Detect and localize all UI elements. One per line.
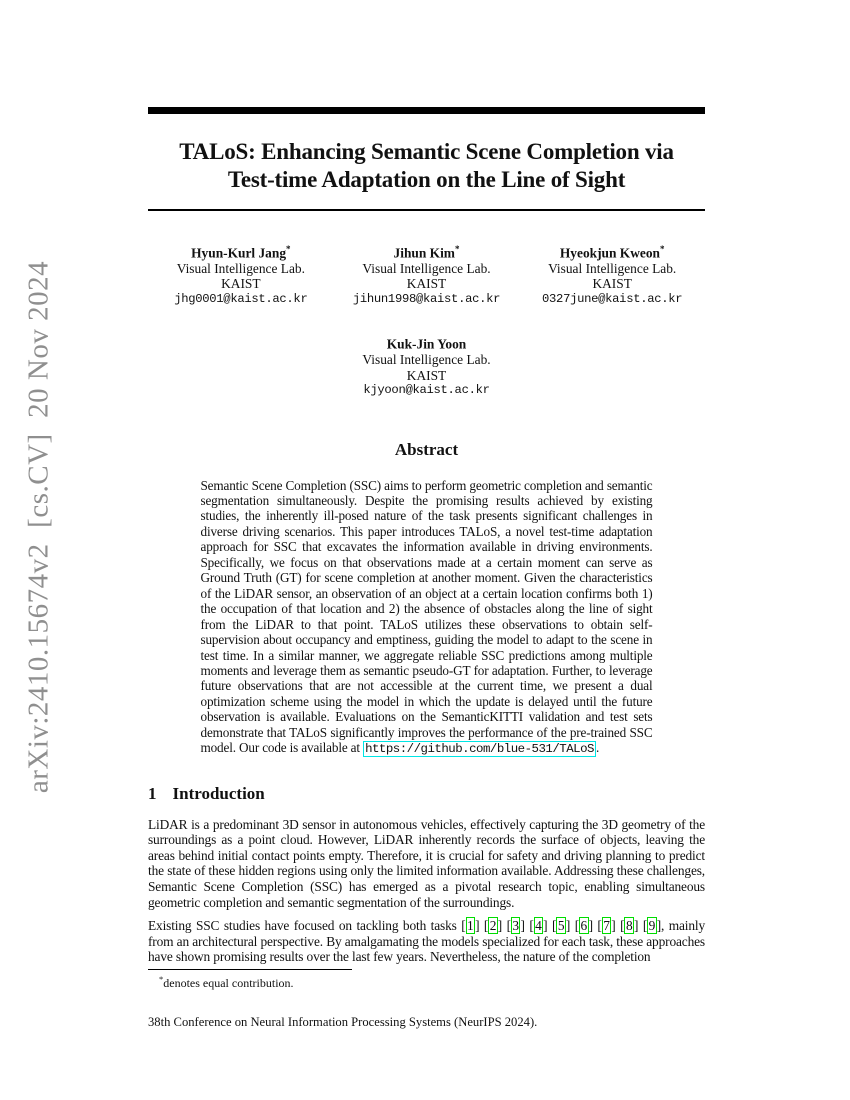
citation-ref-5[interactable] <box>552 917 570 934</box>
footnote-rule <box>148 969 352 970</box>
abstract-body <box>201 478 653 758</box>
citation-number: 4 <box>535 918 542 934</box>
author-affiliation-lab: Visual Intelligence Lab. <box>548 260 677 276</box>
author-affiliation-lab: Visual Intelligence Lab. <box>362 352 491 368</box>
bracket: ] <box>611 918 616 934</box>
citation-ref-8[interactable] <box>620 917 638 934</box>
citation-ref-3[interactable] <box>507 917 525 934</box>
conference-footer: 38th Conference on Neural Information Processing Systems (NeurIPS 2024). <box>148 1015 538 1029</box>
section-number: 1 <box>148 783 157 803</box>
author-affiliation-lab: Visual Intelligence Lab. <box>176 260 305 276</box>
author-name <box>148 242 334 261</box>
bracket: [ <box>642 918 648 934</box>
paragraph-text: Existing SSC studies have focused on tackling both tasks <box>148 918 462 934</box>
equal-contribution-mark: * <box>659 243 665 254</box>
equal-contribution-mark: * <box>454 243 460 254</box>
author-email: jihun1998@kaist.ac.kr <box>352 291 501 306</box>
abstract-text: Semantic Scene Completion (SSC) aims to perform geometric completion and semantic segmentation simultaneously. Despite the promising results achieved by existing studies, the inherently ill-posed nature of the task presents significant challenges in diverse driving scenarios. This paper introduces TALoS, a novel test-time adaptation approach for SSC that excavates the information available in driving environments. Specifically, we focus on that observations made at a certain moment can serve as Ground Truth (GT) for scene completion at another moment. Given the characteristics of the LiDAR sensor, an observation of an object at a certain location confirms both 1) the occupation of that location and 2) the absence of obstacles along the line of sight from the LiDAR to that point. TALoS utilizes these observations to obtain self-supervision about occupancy and emptiness, guiding the model to adapt to the scene in test time. In a similar manner, we aggregate reliable SSC predictions among multiple moments and leverage them as semantic pseudo-GT for adaptation. Further, to leverage future observations that are not accessible at the current time, we present a dual optimization scheme using the model in which the update is delayed until the future observation is available. Evaluations on the SemanticKITTI validation and test sets demonstrate that TALoS significantly improves the performance of the pre-trained SSC model. Our code is available at <box>200 477 653 756</box>
title-top-rule <box>148 107 705 114</box>
citation-ref-4[interactable] <box>529 917 547 934</box>
bracket: ] <box>656 918 661 934</box>
author-card-1 <box>148 242 334 307</box>
author-name-text: Hyun-Kurl Jang <box>191 245 287 261</box>
author-affiliation-university: KAIST <box>406 276 447 292</box>
paper-content <box>148 0 705 965</box>
bracket: [ <box>483 918 489 934</box>
citation-number: 5 <box>557 918 565 934</box>
citation-ref-9[interactable] <box>643 917 661 934</box>
footnote-marker: * <box>159 974 164 984</box>
author-affiliation-lab: Visual Intelligence Lab. <box>362 260 491 276</box>
author-name <box>148 333 705 352</box>
author-name-text: Hyeokjun Kweon <box>559 245 660 261</box>
title-bottom-rule <box>148 209 705 211</box>
author-affiliation-university: KAIST <box>592 276 632 292</box>
author-card-4 <box>148 333 705 398</box>
abstract-heading: Abstract <box>394 439 459 459</box>
intro-paragraph-2 <box>148 918 705 965</box>
citation-number: 1 <box>467 918 474 934</box>
citation-ref-7[interactable] <box>597 917 615 934</box>
author-card-3 <box>519 242 705 307</box>
citation-number: 8 <box>625 918 633 934</box>
author-name <box>334 242 520 261</box>
author-name-text: Jihun Kim <box>393 245 455 261</box>
author-affiliation-university: KAIST <box>406 367 447 383</box>
bracket: [ <box>574 918 580 934</box>
author-email: jhg0001@kaist.ac.kr <box>174 291 308 306</box>
bracket: ] <box>543 918 548 934</box>
citation-number: 9 <box>648 918 656 934</box>
abstract-period: . <box>595 740 600 756</box>
bracket: ] <box>588 918 593 934</box>
arxiv-watermark: arXiv:2410.15674v2 [cs.CV] 20 Nov 2024 <box>22 260 55 794</box>
github-code-link[interactable]: https://github.com/blue-531/TALoS <box>365 742 594 757</box>
bracket: ] <box>565 918 571 934</box>
bracket: [ <box>506 918 511 934</box>
author-email: kjyoon@kaist.ac.kr <box>363 383 490 398</box>
bracket: [ <box>529 918 534 934</box>
author-affiliation-university: KAIST <box>221 276 261 292</box>
equal-contribution-mark: * <box>286 243 291 254</box>
citation-number: 6 <box>580 918 588 934</box>
author-card-2 <box>334 242 520 307</box>
paragraph-text: , mainly from an architectural perspective. By amalgamating the models specialized for each task, these approaches have shown promising results over the last few years. Nevertheless, the nature of the completion <box>148 918 706 965</box>
intro-paragraph-1: LiDAR is a predominant 3D sensor in autonomous vehicles, effectively capturing the 3D geometry of the surroundings as a point cloud. However, LiDAR inherently records the surface of objects, leaving the areas behind initial contact points empty. Therefore, it is crucial for safety and driving planning to predict the state of these hidden regions using only the limited information available. Addressing these challenges, Semantic Scene Completion (SSC) has emerged as a pivotal research topic, enabling simultaneous geometric completion and semantic segmentation of the surroundings. <box>148 816 705 910</box>
citation-number: 2 <box>489 918 497 934</box>
paper-title-line-2: Test-time Adaptation on the Line of Sight <box>227 167 626 193</box>
citation-ref-2[interactable] <box>484 917 502 934</box>
citation-ref-1[interactable] <box>461 917 479 934</box>
bracket: ] <box>520 918 525 934</box>
section-title: Introduction <box>172 783 265 803</box>
author-name <box>519 242 705 261</box>
footnote <box>148 974 705 991</box>
footnote-text: denotes equal contribution. <box>163 976 294 990</box>
citation-ref-6[interactable] <box>575 917 593 934</box>
paper-title-line-1: TALoS: Enhancing Semantic Scene Completion via <box>179 139 674 164</box>
bracket: ] <box>497 918 503 934</box>
citation-number: 3 <box>512 918 519 934</box>
bracket: [ <box>461 918 466 934</box>
bracket: [ <box>620 918 625 934</box>
paper-title <box>148 138 705 194</box>
author-name-text: Kuk-Jin Yoon <box>386 336 467 352</box>
section-heading-introduction <box>148 784 705 804</box>
footnote-block <box>148 969 705 991</box>
bracket: [ <box>552 918 557 934</box>
authors-row <box>148 242 705 307</box>
bracket: [ <box>597 918 602 934</box>
citation-number: 7 <box>603 918 610 934</box>
bracket: ] <box>475 918 480 934</box>
bracket: ] <box>633 918 639 934</box>
author-email: 0327june@kaist.ac.kr <box>542 291 683 306</box>
